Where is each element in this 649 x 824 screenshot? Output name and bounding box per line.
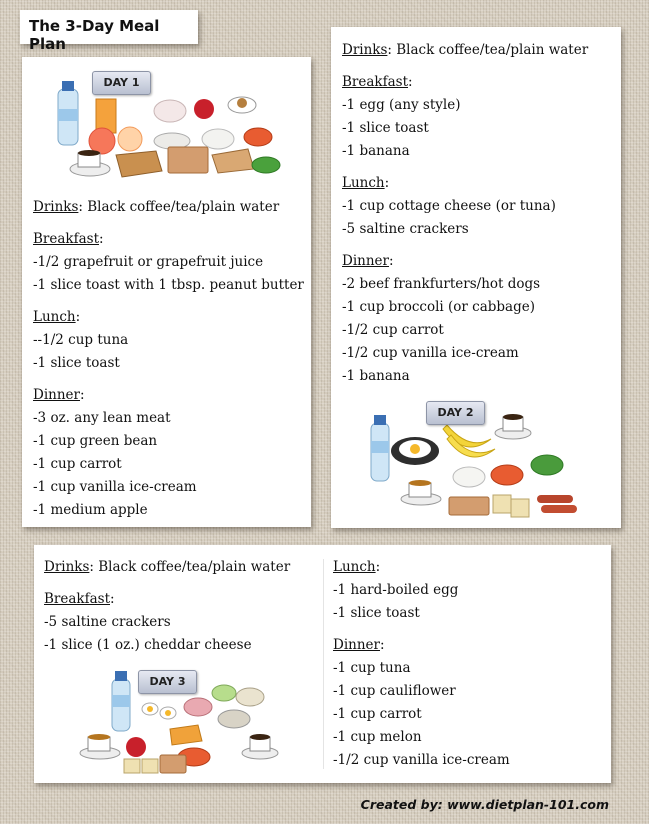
list-item: -3 oz. any lean meat: [33, 410, 171, 426]
day1-lunch: Lunch: --1/2 cup tuna -1 slice toast: [33, 306, 304, 375]
day2-lunch-label: Lunch: [342, 175, 385, 191]
list-item: -1 cup cauliflower: [333, 683, 456, 699]
day3-drinks-label: Drinks: [44, 559, 90, 575]
day3-lunch: Lunch: -1 hard-boiled egg -1 slice toast: [333, 556, 510, 625]
day3-divider: [323, 559, 324, 769]
day2-dinner-label: Dinner: [342, 253, 389, 269]
list-item: -1/2 grapefruit or grapefruit juice: [33, 254, 264, 270]
list-item: -1 cup cottage cheese (or tuna): [342, 198, 556, 214]
list-item: -1 slice toast: [333, 605, 420, 621]
list-item: -1 cup carrot: [33, 456, 122, 472]
day3-dinner-label: Dinner: [333, 637, 380, 653]
day3-drinks: [44, 556, 290, 579]
day3-lunch-label: Lunch: [333, 559, 376, 575]
list-item: -1/2 cup carrot: [342, 322, 444, 338]
day1-breakfast-label: Breakfast: [33, 231, 99, 247]
list-item: -1 slice (1 oz.) cheddar cheese: [44, 637, 252, 653]
list-item: -1/2 cup vanilla ice-cream: [333, 752, 510, 768]
day2-breakfast-label: Breakfast: [342, 74, 408, 90]
day1-dinner-label: Dinner: [33, 387, 80, 403]
list-item: -1 cup carrot: [333, 706, 422, 722]
day2-card: [331, 27, 621, 528]
day2-tag: DAY 2: [426, 401, 485, 425]
list-item: -1 slice toast: [33, 355, 120, 371]
day2-drinks-label: Drinks: [342, 42, 388, 58]
day1-drinks: [33, 196, 304, 219]
day2-drinks-text: : Black coffee/tea/plain water: [387, 42, 589, 58]
list-item: -1/2 cup vanilla ice-cream: [342, 345, 519, 361]
day1-card: [22, 57, 311, 527]
list-item: -1 cup broccoli (or cabbage): [342, 299, 536, 315]
day1-drinks-text: : Black coffee/tea/plain water: [78, 199, 280, 215]
credit-text: Created by: www.dietplan-101.com: [360, 797, 609, 812]
day3-right-menu: [333, 556, 510, 772]
list-item: -1 egg (any style): [342, 97, 461, 113]
day1-lunch-label: Lunch: [33, 309, 76, 325]
list-item: -1 cup tuna: [333, 660, 411, 676]
day1-dinner: Dinner: -3 oz. any lean meat -1 cup green bean -1 cup carrot -1 cup vanilla ice-cream -1 medium apple: [33, 384, 304, 522]
list-item: --1/2 cup tuna: [33, 332, 129, 348]
list-item: -2 beef frankfurters/hot dogs: [342, 276, 541, 292]
day2-breakfast: Breakfast: -1 egg (any style) -1 slice toast -1 banana: [342, 71, 588, 163]
day1-breakfast: Breakfast: -1/2 grapefruit or grapefruit juice -1 slice toast with 1 tbsp. peanut butter: [33, 228, 304, 297]
list-item: -1 cup melon: [333, 729, 422, 745]
day3-breakfast: Breakfast: -5 saltine crackers -1 slice (1 oz.) cheddar cheese: [44, 588, 290, 657]
list-item: -1 cup green bean: [33, 433, 158, 449]
list-item: -5 saltine crackers: [44, 614, 171, 630]
day2-menu: [342, 39, 588, 388]
list-item: -5 saltine crackers: [342, 221, 469, 237]
list-item: -1 hard-boiled egg: [333, 582, 459, 598]
day3-card: [34, 545, 611, 783]
page-title: The 3-Day Meal Plan: [29, 17, 160, 53]
day2-drinks: [342, 39, 588, 62]
list-item: -1 banana: [342, 368, 410, 384]
day1-tag: DAY 1: [92, 71, 151, 95]
day1-drinks-label: Drinks: [33, 199, 79, 215]
day3-breakfast-label: Breakfast: [44, 591, 110, 607]
day3-left-menu: [44, 556, 290, 657]
day2-lunch: Lunch: -1 cup cottage cheese (or tuna) -5 saltine crackers: [342, 172, 588, 241]
day3-dinner: Dinner: -1 cup tuna -1 cup cauliflower -1 cup carrot -1 cup melon -1/2 cup vanilla ice-cream: [333, 634, 510, 772]
list-item: -1 medium apple: [33, 502, 148, 518]
list-item: -1 cup vanilla ice-cream: [33, 479, 197, 495]
day3-drinks-text: : Black coffee/tea/plain water: [89, 559, 291, 575]
day1-menu: [33, 196, 304, 522]
day3-tag: DAY 3: [138, 670, 197, 694]
title-card: [20, 10, 198, 53]
day2-dinner: Dinner: -2 beef frankfurters/hot dogs -1 cup broccoli (or cabbage) -1/2 cup carrot -1/2 cup vanilla ice-cream -1 banana: [342, 250, 588, 388]
list-item: -1 slice toast with 1 tbsp. peanut butter: [33, 277, 304, 293]
list-item: -1 banana: [342, 143, 410, 159]
list-item: -1 slice toast: [342, 120, 429, 136]
